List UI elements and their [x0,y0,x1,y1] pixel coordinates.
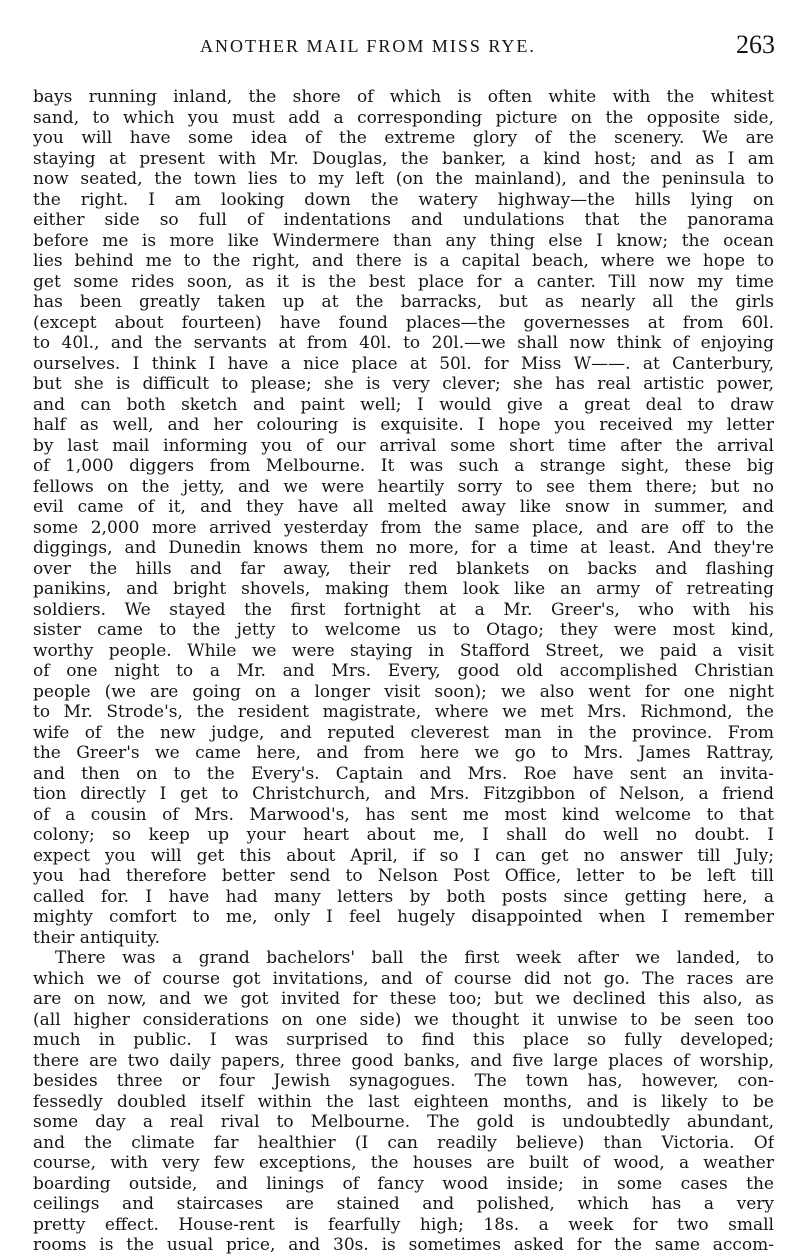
running-title: ANOTHER MAIL FROM MISS RYE. [200,36,536,56]
text-line: much in public. I was surprised to find this place so fully developed; [33,1030,774,1050]
text-line: over the hills and far away, their red blankets on backs and flashing [33,558,774,579]
text-line: expect you will get this about April, if so I can get no answer till July; [33,845,774,866]
text-line: (except about fourteen) have found places—the governesses at from 60l. [33,312,774,333]
text-line: and then on to the Every's. Captain and Mrs. Roe have sent an invita- [33,763,774,784]
text-line: the Greer's we came here, and from here we go to Mrs. James Rattray, [33,743,774,763]
text-line: the right. I am looking down the watery highway—the hills lying on [33,189,774,210]
text-line: sand, to which you must add a corresponding picture on the opposite side, [33,107,774,128]
text-line: sister came to the jetty to welcome us to Otago; they were most kind, [33,620,774,640]
text-line: either side so full of indentations and undulations that the panorama [33,210,774,230]
page-number: 263 [736,30,775,59]
text-line: to Mr. Strode's, the resident magistrate, where we met Mrs. Richmond, the [33,702,774,722]
text-line: and can both sketch and paint well; I would give a great deal to draw [33,394,774,415]
text-line: to 40l., and the servants at from 40l. to 20l.—we shall now think of enjoying [33,333,774,353]
text-line: of one night to a Mr. and Mrs. Every, good old accomplished Christian [33,661,774,681]
text-line: of a cousin of Mrs. Marwood's, has sent me most kind welcome to that [33,804,774,825]
text-line: diggings, and Dunedin knows them no more, for a time at least. And they're [33,538,774,558]
text-line: now seated, the town lies to my left (on the mainland), and the peninsula to [33,169,774,189]
text-line: there are two daily papers, three good banks, and five large places of worship, [33,1050,774,1071]
text-line: some 2,000 more arrived yesterday from the same place, and are off to the [33,517,774,538]
text-line: people (we are going on a longer visit soon); we also went for one night [33,681,774,702]
text-line: worthy people. While we were staying in Stafford Street, we paid a visit [33,640,774,661]
text-line: are on now, and we got invited for these too; but we declined this also, as [33,989,774,1009]
text-line: you will have some idea of the extreme glory of the scenery. We are [33,128,774,148]
paragraph-end-line: their antiquity. [33,927,161,948]
running-head [30,30,775,66]
text-line: some day a real rival to Melbourne. The gold is undoubtedly abundant, [33,1112,774,1132]
text-line: tion directly I get to Christchurch, and Mrs. Fitzgibbon of Nelson, a friend [33,784,774,804]
text-line: by last mail informing you of our arrival some short time after the arrival [33,435,774,456]
text-line: has been greatly taken up at the barracks, but as nearly all the girls [33,292,774,312]
text-line: panikins, and bright shovels, making them look like an army of retreating [33,579,774,599]
text-line: get some rides soon, as it is the best place for a canter. Till now my time [33,271,774,292]
text-line: lies behind me to the right, and there is a capital beach, where we hope to [33,251,774,271]
text-line: ourselves. I think I have a nice place at 50l. for Miss W——. at Canterbury, [33,353,774,374]
text-line: half as well, and her colouring is exquisite. I hope you received my letter [33,415,774,435]
text-line: besides three or four Jewish synagogues. The town has, however, con- [33,1071,774,1091]
text-line: soldiers. We stayed the first fortnight at a Mr. Greer's, who with his [33,599,774,620]
text-line: fellows on the jetty, and we were heartily sorry to see them there; but no [33,476,774,497]
text-line: you had therefore better send to Nelson Post Office, letter to be left till [33,866,774,886]
text-line: which we of course got invitations, and of course did not go. The races are [33,968,774,989]
text-line: course, with very few exceptions, the houses are built of wood, a weather [33,1153,774,1173]
text-line: rooms is the usual price, and 30s. is sometimes asked for the same accom- [33,1235,774,1255]
text-line: ceilings and staircases are stained and polished, which has a very [33,1194,774,1214]
text-line: and the climate far healthier (I can readily believe) than Victoria. Of [33,1132,774,1153]
text-line: boarding outside, and linings of fancy wood inside; in some cases the [33,1173,774,1194]
body-text [33,87,774,1256]
text-line: (all higher considerations on one side) we thought it unwise to be seen too [33,1009,774,1030]
text-line: colony; so keep up your heart about me, I shall do well no doubt. I [33,825,774,845]
text-line: called for. I have had many letters by both posts since getting here, a [33,886,774,907]
text-line: bays running inland, the shore of which is often white with the whitest [33,87,774,107]
text-line: pretty effect. House-rent is fearfully high; 18s. a week for two small [33,1214,774,1235]
text-line: evil came of it, and they have all melted away like snow in summer, and [33,497,774,517]
text-line: but she is difficult to please; she is very clever; she has real artistic power, [33,374,774,394]
text-line: of 1,000 diggers from Melbourne. It was such a strange sight, these big [33,456,774,476]
text-line: before me is more like Windermere than any thing else I know; the ocean [33,230,774,251]
text-line: wife of the new judge, and reputed cleverest man in the province. From [33,722,774,743]
text-line: staying at present with Mr. Douglas, the banker, a kind host; and as I am [33,148,774,169]
text-line: fessedly doubled itself within the last eighteen months, and is likely to be [33,1091,774,1112]
text-line: mighty comfort to me, only I feel hugely disappointed when I remember [33,907,774,927]
paragraph-start-line: There was a grand bachelors' ball the first week after we landed, to [55,948,774,968]
